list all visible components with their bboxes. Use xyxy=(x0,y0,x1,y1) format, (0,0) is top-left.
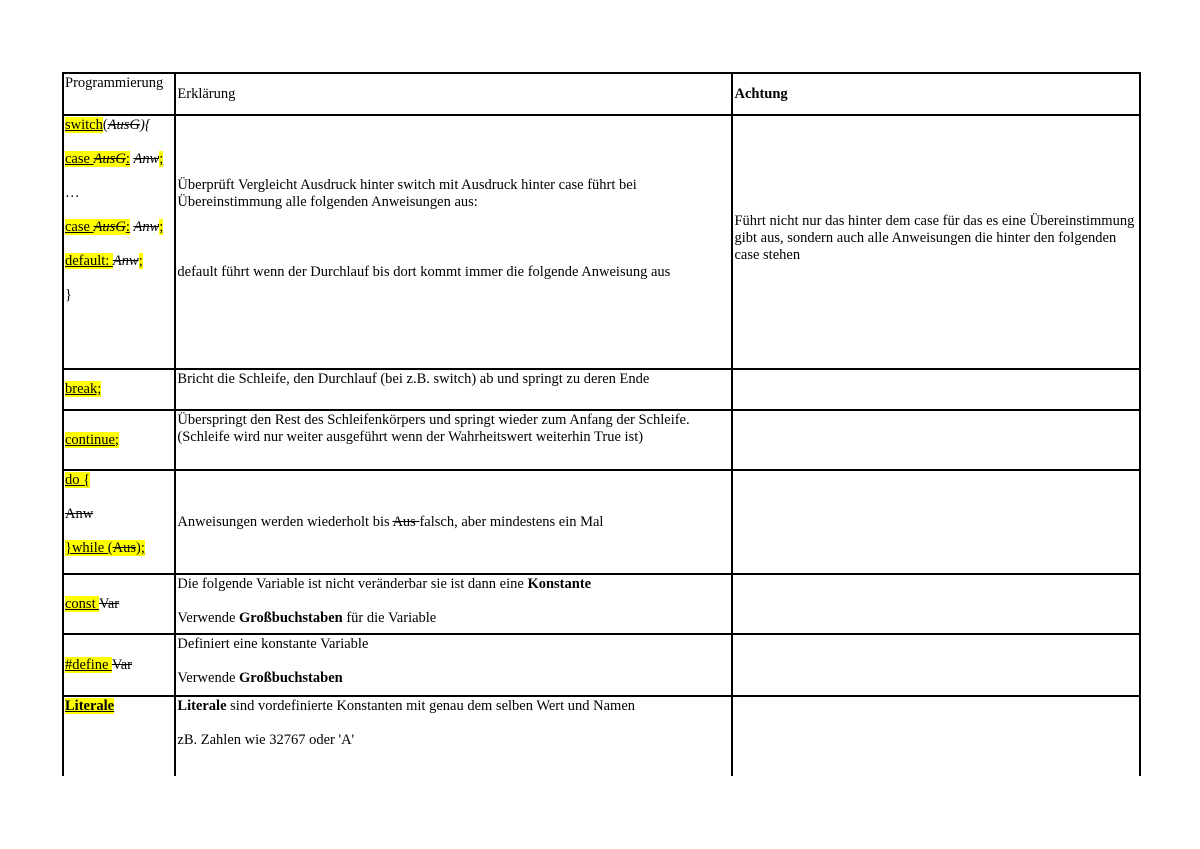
reference-table xyxy=(62,72,1141,776)
header-erklaerung: Erklärung xyxy=(175,73,732,115)
explanation-cell-do-while: Anweisungen werden wiederholt bis Aus falsch, aber mindestens ein Mal xyxy=(175,470,732,574)
explanation-cell-literale: Literale sind vordefinierte Konstanten mit genau dem selben Wert und Namen zB. Zahlen wie 32767 oder 'A' xyxy=(175,696,732,776)
explanation-cell-break: Bricht die Schleife, den Durchlauf (bei z.B. switch) ab und springt zu deren Ende xyxy=(175,369,732,410)
code-cell-do-while: do { Anw }while (Aus); xyxy=(63,470,175,574)
code-cell-const: const Var xyxy=(63,574,175,634)
code-cell-define: #define Var xyxy=(63,634,175,696)
explanation-cell-continue: Überspringt den Rest des Schleifenkörpers und springt wieder zum Anfang der Schleife. (Schleife wird nur weiter ausgeführt wenn der Wahrheitswert weiterhin True ist) xyxy=(175,410,732,470)
warning-cell-literale xyxy=(732,696,1140,776)
code-cell-break: break; xyxy=(63,369,175,410)
explanation-cell-define: Definiert eine konstante Variable Verwende Großbuchstaben xyxy=(175,634,732,696)
code-cell-continue: continue; xyxy=(63,410,175,470)
keyword-case-2: case xyxy=(65,219,94,235)
table-row-break xyxy=(63,369,1140,410)
warning-cell-const xyxy=(732,574,1140,634)
explanation-cell-switch: Überprüft Vergleicht Ausdruck hinter switch mit Ausdruck hinter case führt bei Übereinstimmung alle folgenden Anweisungen aus: default führt wenn der Durchlauf bis dort kommt immer die folgende Anweisung aus xyxy=(175,115,732,369)
explanation-cell-const: Die folgende Variable ist nicht veränderbar sie ist dann eine Konstante Verwende Großbuchstaben für die Variable xyxy=(175,574,732,634)
table-row-const xyxy=(63,574,1140,634)
table-row-switch xyxy=(63,115,1140,369)
keyword-case-1: case xyxy=(65,151,94,167)
warning-cell-break xyxy=(732,369,1140,410)
keyword-switch: switch xyxy=(65,117,103,133)
keyword-default: default: xyxy=(65,253,113,269)
warning-cell-continue xyxy=(732,410,1140,470)
header-achtung: Achtung xyxy=(732,73,1140,115)
warning-cell-do-while xyxy=(732,470,1140,574)
table-row-do-while xyxy=(63,470,1140,574)
table-row-continue xyxy=(63,410,1140,470)
code-cell-switch: switch(AusG){ case AusG: Anw; … case AusG: Anw; default: Anw; } xyxy=(63,115,175,369)
code-cell-literale: Literale xyxy=(63,696,175,776)
warning-cell-switch: Führt nicht nur das hinter dem case für das es eine Übereinstimmung gibt aus, sondern auch alle Anweisungen die hinter den folgenden case stehen xyxy=(732,115,1140,369)
warning-cell-define xyxy=(732,634,1140,696)
header-programmierung: Programmierung xyxy=(63,73,175,115)
table-row-literale xyxy=(63,696,1140,776)
table-row-define xyxy=(63,634,1140,696)
table-header-row xyxy=(63,73,1140,115)
